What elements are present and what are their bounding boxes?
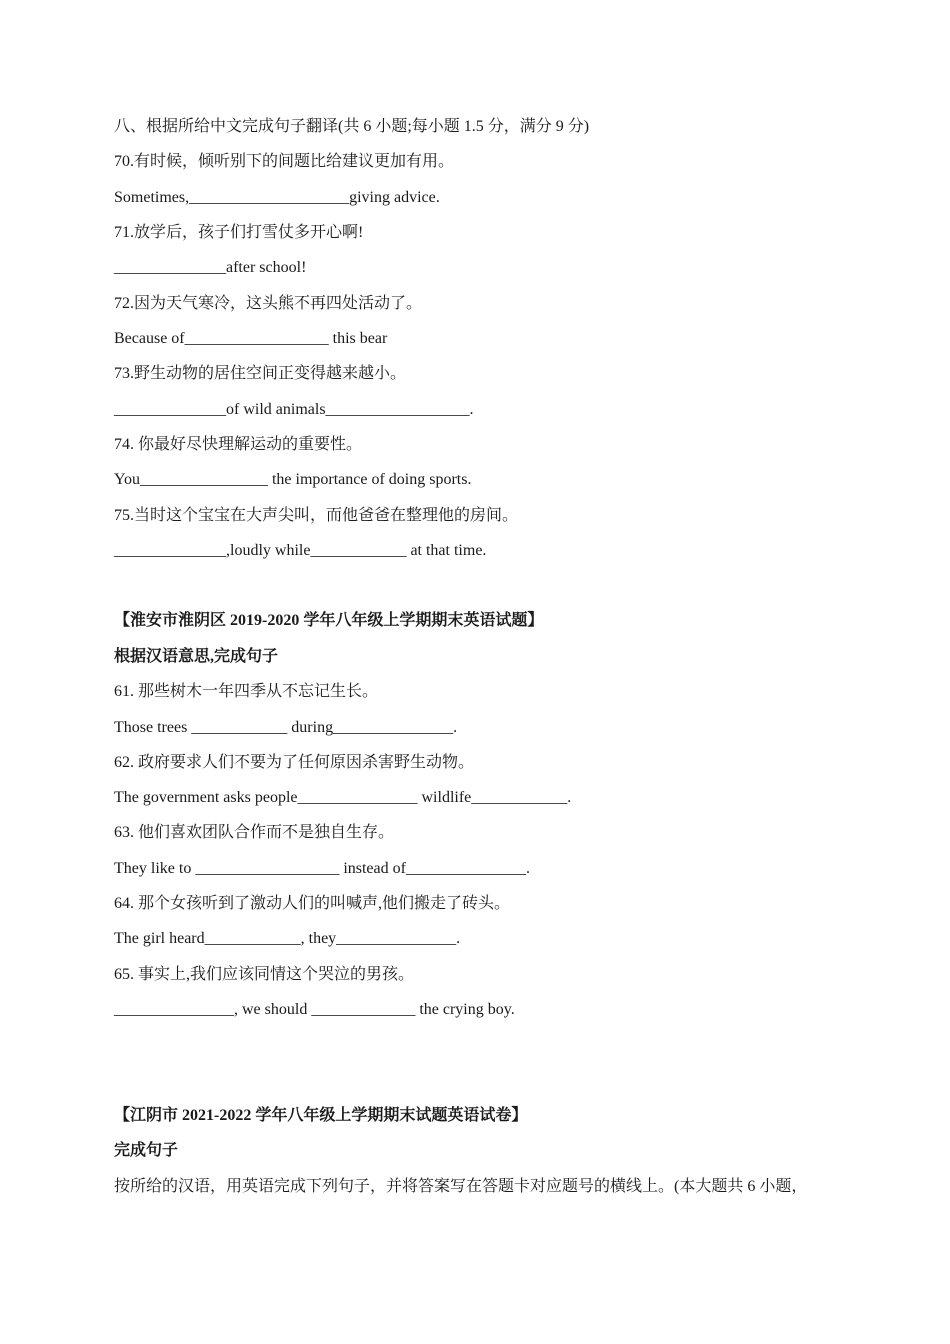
huaiyin-instruction: 根据汉语意思,完成句子 bbox=[114, 648, 279, 665]
q72-english: Because of__________________ this bear bbox=[114, 330, 388, 347]
q62-chinese: 62. 政府要求人们不要为了任何原因杀害野生动物。 bbox=[114, 754, 475, 771]
q63-chinese: 63. 他们喜欢团队合作而不是独自生存。 bbox=[114, 824, 395, 841]
q62-english: The government asks people_______________ wildlife____________. bbox=[114, 789, 572, 806]
q74-chinese: 74. 你最好尽快理解运动的重要性。 bbox=[114, 436, 363, 453]
jiangyin-section-title: 【江阴市 2021-2022 学年八年级上学期期末试题英语试卷】 bbox=[114, 1107, 528, 1124]
section-8-heading: 八、根据所给中文完成句子翻译(共 6 小题;每小题 1.5 分，满分 9 分) bbox=[114, 118, 590, 135]
q64-english: The girl heard____________, they_______________. bbox=[114, 930, 461, 947]
q72-chinese: 72.因为天气寒冷，这头熊不再四处活动了。 bbox=[114, 295, 423, 312]
jiangyin-instruction: 完成句子 bbox=[114, 1142, 179, 1159]
q75-english: ______________,loudly while____________ at that time. bbox=[114, 542, 487, 559]
q73-chinese: 73.野生动物的居住空间正变得越来越小。 bbox=[114, 365, 407, 382]
q65-english: _______________, we should _____________ the crying boy. bbox=[114, 1001, 515, 1018]
q70-english: Sometimes,____________________giving advice. bbox=[114, 189, 440, 206]
q61-english: Those trees ____________ during_______________. bbox=[114, 719, 458, 736]
q73-english: ______________of wild animals__________________. bbox=[114, 401, 474, 418]
huaiyin-section-title: 【淮安市淮阴区 2019-2020 学年八年级上学期期末英语试题】 bbox=[114, 612, 544, 629]
q70-chinese: 70.有时候，倾听别下的间题比给建议更加有用。 bbox=[114, 153, 455, 170]
q63-english: They like to __________________ instead of_______________. bbox=[114, 860, 530, 877]
q75-chinese: 75.当时这个宝宝在大声尖叫，而他爸爸在整理他的房间。 bbox=[114, 507, 519, 524]
q74-english: You________________ the importance of doing sports. bbox=[114, 471, 472, 488]
q65-chinese: 65. 事实上,我们应该同情这个哭泣的男孩。 bbox=[114, 966, 415, 983]
q71-chinese: 71.放学后，孩子们打雪仗多开心啊! bbox=[114, 224, 364, 241]
q71-english: ______________after school! bbox=[114, 259, 307, 276]
jiangyin-directions: 按所给的汉语，用英语完成下列句子，并将答案写在答题卡对应题号的横线上。(本大题共 6 小题， bbox=[114, 1178, 808, 1195]
q64-chinese: 64. 那个女孩听到了激动人们的叫喊声,他们搬走了砖头。 bbox=[114, 895, 511, 912]
q61-chinese: 61. 那些树木一年四季从不忘记生长。 bbox=[114, 683, 379, 700]
